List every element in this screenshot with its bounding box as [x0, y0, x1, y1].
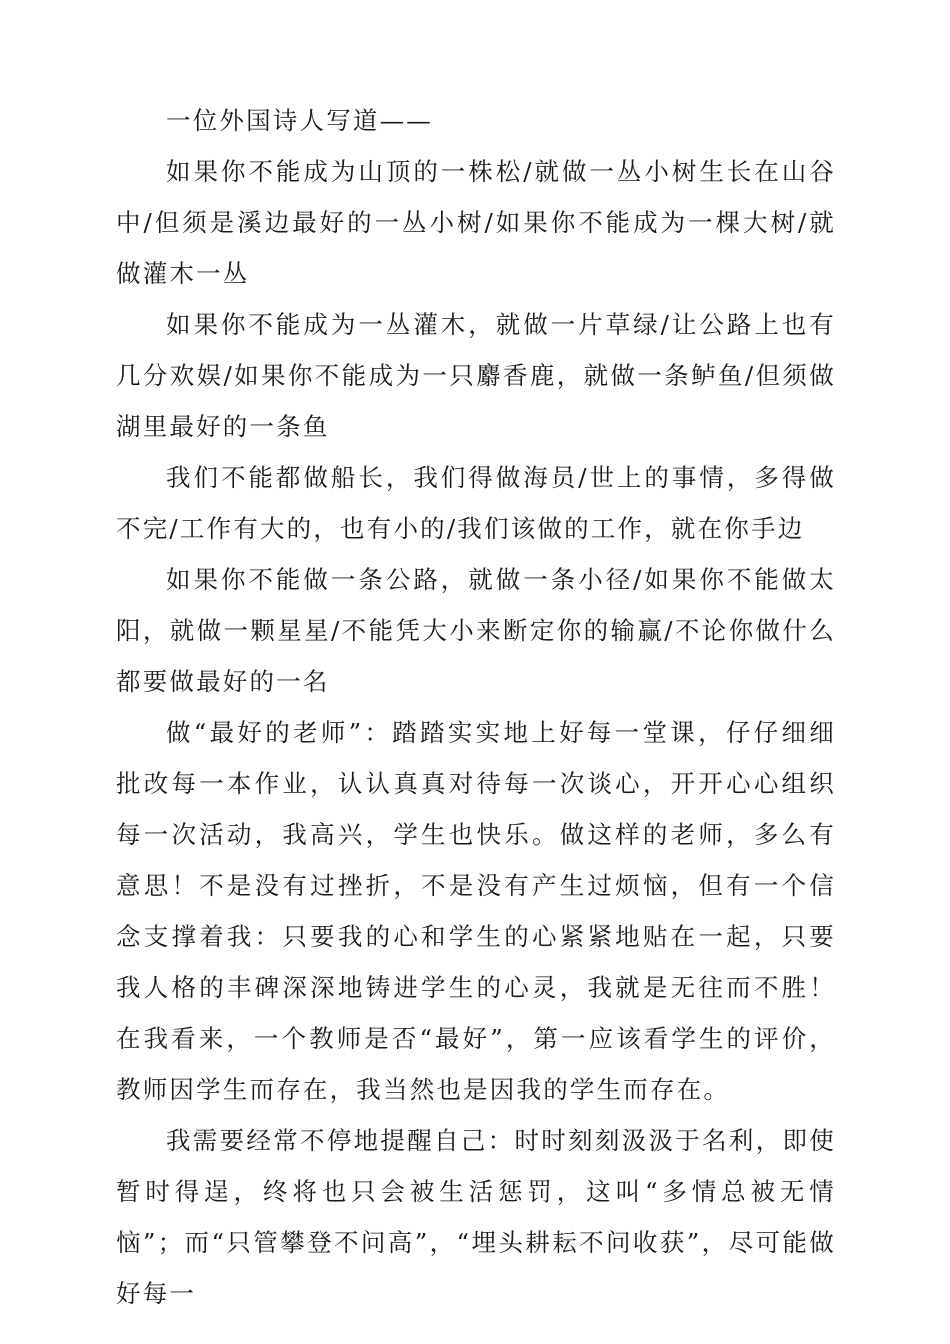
- paragraph-intro: 一位外国诗人写道——: [166, 106, 433, 135]
- document-page: [116, 95, 836, 1319]
- paragraph-poem-1: 如果你不能成为山顶的一株松/就做一丛小树生长在山谷中/但须是溪边最好的一丛小树/如果你不能成为一棵大树/就做灌木一丛: [116, 157, 836, 288]
- paragraph-best-teacher: 做“最好的老师”：踏踏实实地上好每一堂课，仔仔细细批改每一本作业，认认真真对待每一次谈心，开开心心组织每一次活动，我高兴，学生也快乐。做这样的老师，多么有意思！不是没有过挫折，不是没有产生过烦恼，但有一个信念支撑着我：只要我的心和学生的心紧紧地贴在一起，只要我人格的丰碑深深地铸进学生的心灵，我就是无往而不胜！在我看来，一个教师是否“最好”，第一应该看学生的评价，教师因学生而存在，我当然也是因我的学生而存在。: [116, 718, 836, 1104]
- paragraph-poem-2: 如果你不能成为一丛灌木，就做一片草绿/让公路上也有几分欢娱/如果你不能成为一只麝香鹿，就做一条鲈鱼/但须做湖里最好的一条鱼: [116, 310, 836, 441]
- paragraph-reminder: 我需要经常不停地提醒自己：时时刻刻汲汲于名利，即使暂时得逞，终将也只会被生活惩罚，这叫“多情总被无情恼”；而“只管攀登不问高”，“埋头耕耘不问收获”，尽可能做好每一: [116, 1126, 836, 1308]
- paragraph-poem-3: 我们不能都做船长，我们得做海员/世上的事情，多得做不完/工作有大的，也有小的/我们该做的工作，就在你手边: [116, 463, 836, 543]
- paragraph-poem-4: 如果你不能做一条公路，就做一条小径/如果你不能做太阳，就做一颗星星/不能凭大小来断定你的输赢/不论你做什么都要做最好的一名: [116, 565, 836, 696]
